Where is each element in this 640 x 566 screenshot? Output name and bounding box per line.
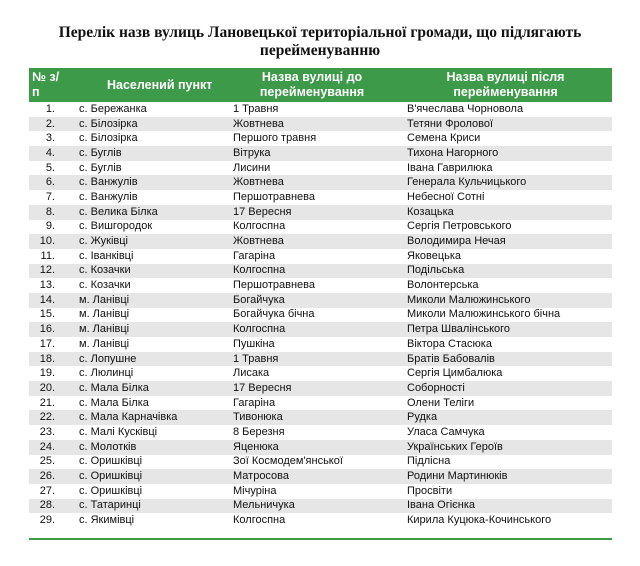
table-row: [29, 440, 612, 455]
row-old-name: Жовтнева: [225, 175, 399, 190]
table-row: [29, 469, 612, 484]
row-settlement: с. Люлинці: [67, 366, 225, 381]
row-number: 21.: [29, 396, 67, 411]
row-old-name: Колгоспна: [225, 513, 399, 528]
row-old-name: Жовтнева: [225, 117, 399, 132]
row-new-name: Підлісна: [399, 455, 612, 470]
row-settlement: с. Козачки: [67, 264, 225, 279]
table-bottom-rule: [29, 538, 612, 540]
table-row: [29, 205, 612, 220]
header-number: № з/п: [29, 68, 67, 102]
row-settlement: м. Ланівці: [67, 322, 225, 337]
table-row: [29, 146, 612, 161]
row-old-name: Першого травня: [225, 131, 399, 146]
row-number: 28.: [29, 499, 67, 514]
row-old-name: Богайчука бічна: [225, 308, 399, 323]
row-new-name: Івана Гаврилюка: [399, 161, 612, 176]
table-row: [29, 484, 612, 499]
row-old-name: Вітрука: [225, 146, 399, 161]
table-row: [29, 425, 612, 440]
table-row: [29, 117, 612, 132]
row-new-name: Генерала Кульчицького: [399, 175, 612, 190]
table-row: [29, 264, 612, 279]
page-title: Перелік назв вулиць Лановецької територіальної громади, що підлягають перейменуванню: [58, 24, 582, 59]
row-number: 25.: [29, 455, 67, 470]
row-number: 18.: [29, 352, 67, 367]
table-row: [29, 410, 612, 425]
table-row: [29, 220, 612, 235]
row-new-name: Володимира Нечая: [399, 234, 612, 249]
row-number: 9.: [29, 220, 67, 235]
row-number: 7.: [29, 190, 67, 205]
row-old-name: Пушкіна: [225, 337, 399, 352]
row-new-name: Івана Огієнка: [399, 499, 612, 514]
row-old-name: Мельничука: [225, 499, 399, 514]
row-new-name: Небесної Сотні: [399, 190, 612, 205]
row-settlement: с. Козачки: [67, 278, 225, 293]
row-new-name: В'ячеслава Чорновола: [399, 102, 612, 117]
table-header: [29, 68, 612, 102]
table-row: [29, 381, 612, 396]
row-old-name: 8 Березня: [225, 425, 399, 440]
row-settlement: с. Велика Білка: [67, 205, 225, 220]
row-number: 5.: [29, 161, 67, 176]
row-settlement: м. Ланівці: [67, 293, 225, 308]
row-settlement: с. Білозірка: [67, 117, 225, 132]
row-number: 6.: [29, 175, 67, 190]
row-new-name: Українських Героїв: [399, 440, 612, 455]
row-number: 24.: [29, 440, 67, 455]
row-number: 26.: [29, 469, 67, 484]
row-old-name: Колгоспна: [225, 264, 399, 279]
row-new-name: Братів Бабовалів: [399, 352, 612, 367]
row-old-name: 1 Травня: [225, 352, 399, 367]
row-number: 23.: [29, 425, 67, 440]
row-settlement: с. Оришківці: [67, 484, 225, 499]
row-new-name: Родини Мартинюків: [399, 469, 612, 484]
row-number: 1.: [29, 102, 67, 117]
row-old-name: Жовтнева: [225, 234, 399, 249]
row-old-name: Колгоспна: [225, 322, 399, 337]
table-row: [29, 161, 612, 176]
row-number: 14.: [29, 293, 67, 308]
table-row: [29, 396, 612, 411]
row-old-name: Гагаріна: [225, 249, 399, 264]
row-new-name: Подільська: [399, 264, 612, 279]
row-number: 29.: [29, 513, 67, 528]
table-row: [29, 190, 612, 205]
row-settlement: с. Буглів: [67, 161, 225, 176]
row-settlement: с. Ванжулів: [67, 190, 225, 205]
row-old-name: Богайчука: [225, 293, 399, 308]
row-new-name: Козацька: [399, 205, 612, 220]
row-settlement: с. Мала Білка: [67, 396, 225, 411]
row-settlement: с. Оришківці: [67, 469, 225, 484]
row-number: 27.: [29, 484, 67, 499]
row-new-name: Тихона Нагорного: [399, 146, 612, 161]
row-new-name: Волонтерська: [399, 278, 612, 293]
row-settlement: с. Мала Білка: [67, 381, 225, 396]
table-body: [29, 102, 612, 528]
row-old-name: 17 Вересня: [225, 381, 399, 396]
row-old-name: Матросова: [225, 469, 399, 484]
row-old-name: Гагаріна: [225, 396, 399, 411]
row-new-name: Рудка: [399, 410, 612, 425]
row-number: 20.: [29, 381, 67, 396]
table-row: [29, 322, 612, 337]
header-settlement: Населений пункт: [67, 68, 225, 102]
row-number: 16.: [29, 322, 67, 337]
row-settlement: с. Малі Кусківці: [67, 425, 225, 440]
row-old-name: Яценюка: [225, 440, 399, 455]
table-row: [29, 455, 612, 470]
row-old-name: 17 Вересня: [225, 205, 399, 220]
row-new-name: Тетяни Фролової: [399, 117, 612, 132]
row-number: 2.: [29, 117, 67, 132]
row-settlement: с. Мала Карначівка: [67, 410, 225, 425]
table-row: [29, 513, 612, 528]
row-settlement: с. Лопушне: [67, 352, 225, 367]
row-new-name: Кирила Куцюка-Кочинського: [399, 513, 612, 528]
header-old-name: Назва вулиці до перейменування: [225, 68, 399, 102]
row-settlement: с. Молотків: [67, 440, 225, 455]
row-number: 8.: [29, 205, 67, 220]
table-row: [29, 131, 612, 146]
row-settlement: с. Оришківці: [67, 455, 225, 470]
table-row: [29, 366, 612, 381]
row-old-name: Першотравнева: [225, 278, 399, 293]
row-new-name: Миколи Малюжинського: [399, 293, 612, 308]
table-row: [29, 234, 612, 249]
table-row: [29, 293, 612, 308]
row-new-name: Просвіти: [399, 484, 612, 499]
row-old-name: Зої Космодем'янської: [225, 455, 399, 470]
row-number: 19.: [29, 366, 67, 381]
row-new-name: Семена Криси: [399, 131, 612, 146]
row-number: 13.: [29, 278, 67, 293]
row-settlement: с. Вишгородок: [67, 220, 225, 235]
row-settlement: м. Ланівці: [67, 337, 225, 352]
row-old-name: Мічуріна: [225, 484, 399, 499]
row-new-name: Олени Теліги: [399, 396, 612, 411]
table-row: [29, 308, 612, 323]
row-old-name: Лисака: [225, 366, 399, 381]
row-old-name: Тивонюка: [225, 410, 399, 425]
header-new-name: Назва вулиці після перейменування: [399, 68, 612, 102]
table-row: [29, 175, 612, 190]
table-row: [29, 278, 612, 293]
row-settlement: с. Іванківці: [67, 249, 225, 264]
row-old-name: 1 Травня: [225, 102, 399, 117]
table-row: [29, 337, 612, 352]
row-settlement: с. Ванжулів: [67, 175, 225, 190]
row-old-name: Лисини: [225, 161, 399, 176]
row-settlement: с. Бережанка: [67, 102, 225, 117]
row-new-name: Миколи Малюжинського бічна: [399, 308, 612, 323]
row-number: 11.: [29, 249, 67, 264]
table-row: [29, 352, 612, 367]
row-new-name: Сергія Цимбалюка: [399, 366, 612, 381]
table-row: [29, 102, 612, 117]
row-settlement: с. Жуківці: [67, 234, 225, 249]
row-settlement: с. Буглів: [67, 146, 225, 161]
streets-table: [29, 68, 612, 528]
row-new-name: Яковецька: [399, 249, 612, 264]
row-new-name: Соборності: [399, 381, 612, 396]
row-new-name: Сергія Петровського: [399, 220, 612, 235]
row-settlement: с. Якимівці: [67, 513, 225, 528]
table-row: [29, 499, 612, 514]
row-settlement: с. Білозірка: [67, 131, 225, 146]
row-settlement: м. Ланівці: [67, 308, 225, 323]
row-new-name: Уласа Самчука: [399, 425, 612, 440]
row-number: 22.: [29, 410, 67, 425]
row-number: 10.: [29, 234, 67, 249]
row-number: 15.: [29, 308, 67, 323]
row-number: 17.: [29, 337, 67, 352]
row-old-name: Першотравнева: [225, 190, 399, 205]
row-number: 3.: [29, 131, 67, 146]
row-number: 12.: [29, 264, 67, 279]
row-number: 4.: [29, 146, 67, 161]
row-old-name: Колгоспна: [225, 220, 399, 235]
row-new-name: Петра Швалінського: [399, 322, 612, 337]
row-new-name: Віктора Стасюка: [399, 337, 612, 352]
row-settlement: с. Татаринці: [67, 499, 225, 514]
table-row: [29, 249, 612, 264]
